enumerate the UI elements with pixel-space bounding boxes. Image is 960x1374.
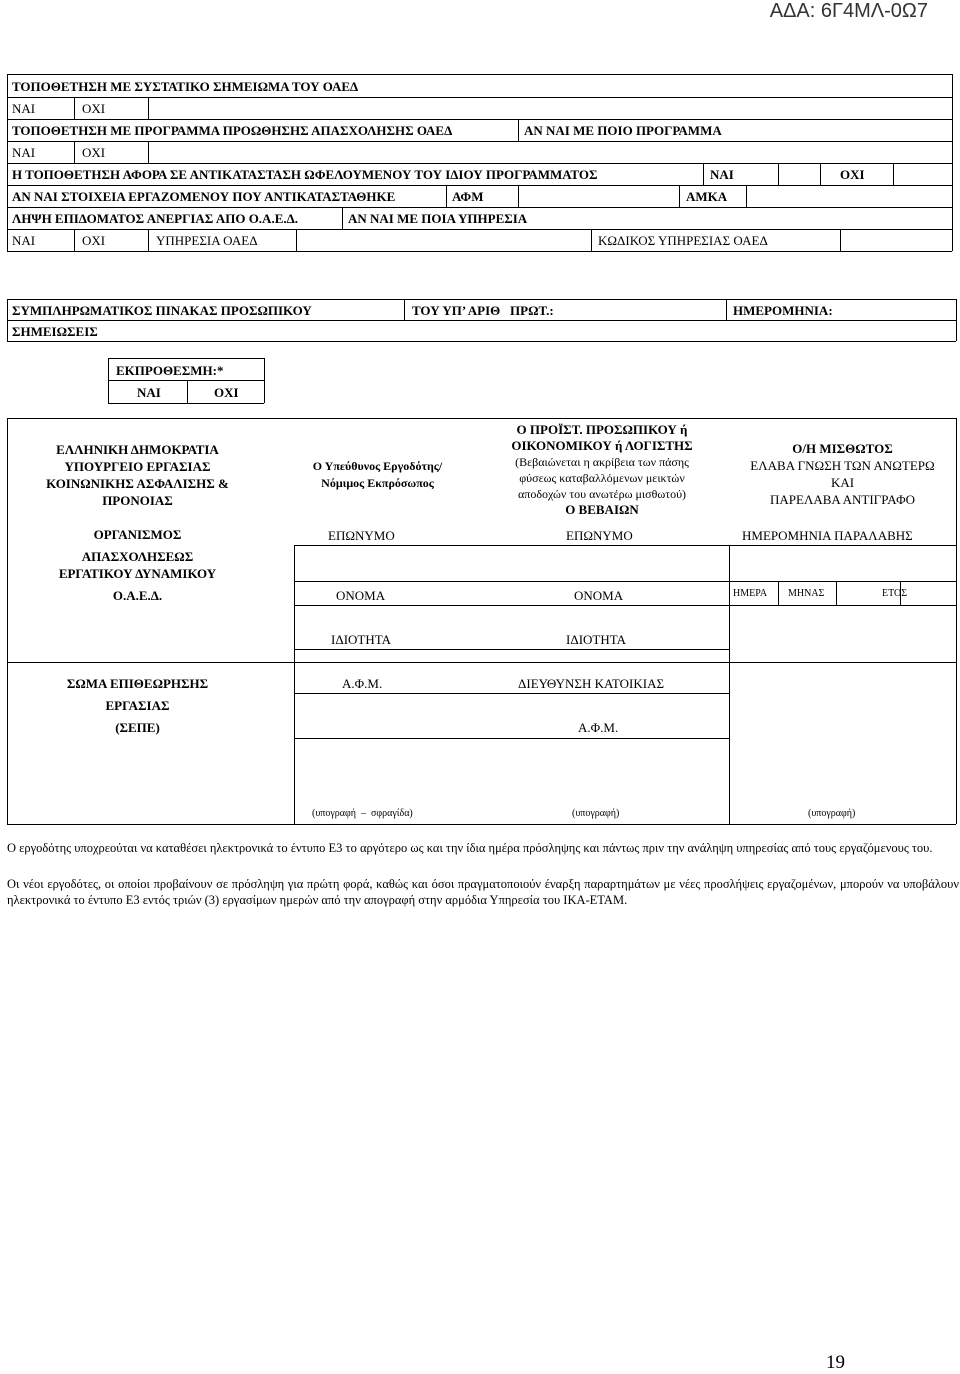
hr-name-label: ΟΝΟΜΑ [574, 588, 624, 603]
employee-signature: (υπογραφή) [808, 808, 856, 819]
hr-heading: Ο ΠΡΟΪΣΤ. ΠΡΟΣΩΠΙΚΟΥ ή ΟΙΚΟΝΟΜΙΚΟΥ ή ΛΟΓΙΣΤΗΣ (Βεβαιώνεται η ακρίβεια των πάσης φύσεως καταβαλλόμενων μεικτών αποδοχών του ανωτέρω μισθωτού) Ο ΒΕΒΑΙΩΝ [511, 422, 693, 517]
year-label: ΕΤΟΣ [882, 588, 908, 599]
deadline-yes-option[interactable]: ΝΑΙ [137, 385, 161, 400]
placement-recommendation-label: ΤΟΠΟΘΕΤΗΣΗ ΜΕ ΣΥΣΤΑΤΙΚΟ ΣΗΜΕΙΩΜΑ ΤΟΥ ΟΑΕΔ [12, 79, 359, 94]
hr-surname-label: ΕΠΩΝΥΜΟ [566, 528, 633, 543]
agency-heading: ΕΛΛΗΝΙΚΗ ΔΗΜΟΚΡΑΤΙΑ ΥΠΟΥΡΓΕΙΟ ΕΡΓΑΣΙΑΣ ΚΟΙΝΩΝΙΚΗΣ ΑΣΦΑΛΙΣΗΣ & ΠΡΟΝΟΙΑΣ [46, 442, 229, 508]
replaced-employee-label: ΑΝ ΝΑΙ ΣΤΟΙΧΕΙΑ ΕΡΓΑΖΟΜΕΝΟΥ ΠΟΥ ΑΝΤΙΚΑΤΑΣΤΑΘΗΚΕ [12, 189, 396, 204]
unemployment-benefit-label: ΛΗΨΗ ΕΠΙΔΟΜΑΤΟΣ ΑΝΕΡΓΙΑΣ ΑΠΟ Ο.Α.Ε.Δ. [12, 211, 299, 226]
yes-option[interactable]: ΝΑΙ [12, 233, 36, 248]
no-option[interactable]: ΟΧΙ [840, 167, 865, 182]
sepe-heading-3: (ΣΕΠΕ) [115, 720, 160, 735]
no-option[interactable]: ΟΧΙ [82, 233, 106, 248]
receipt-date-label: ΗΜΕΡΟΜΗΝΙΑ ΠΑΡΑΛΑΒΗΣ [742, 528, 913, 543]
ada-code: ΑΔΑ: 6Γ4ΜΛ-0Ω7 [769, 0, 928, 22]
date-label: ΗΜΕΡΟΜΗΝΙΑ: [733, 303, 833, 318]
org-heading-4: Ο.Α.Ε.Δ. [112, 588, 163, 603]
protocol-number-label: ΤΟΥ ΥΠ’ ΑΡΙΘ ΠΡΩΤ.: [412, 303, 554, 318]
sepe-heading-2: ΕΡΓΑΣΙΑΣ [105, 698, 170, 713]
amka-label: ΑΜΚΑ [686, 189, 728, 204]
yes-option[interactable]: ΝΑΙ [12, 145, 36, 160]
employer-surname-label: ΕΠΩΝΥΜΟ [328, 528, 395, 543]
promotion-program-label: ΤΟΠΟΘΕΤΗΣΗ ΜΕ ΠΡΟΓΡΑΜΜΑ ΠΡΟΩΘΗΣΗΣ ΑΠΑΣΧΟΛΗΣΗΣ ΟΑΕΔ [12, 123, 453, 138]
no-option[interactable]: ΟΧΙ [82, 145, 106, 160]
notes-label: ΣΗΜΕΙΩΣΕΙΣ [12, 324, 98, 339]
employer-name-label: ΟΝΟΜΑ [336, 588, 386, 603]
org-heading-2: ΑΠΑΣΧΟΛΗΣΕΩΣ [81, 549, 194, 564]
org-heading-3: ΕΡΓΑΤΙΚΟΥ ΔΥΝΑΜΙΚΟΥ [58, 566, 217, 581]
supplementary-title: ΣΥΜΠΛΗΡΩΜΑΤΙΚΟΣ ΠΙΝΑΚΑΣ ΠΡΟΣΩΠΙΚΟΥ [12, 303, 312, 318]
home-address-label: ΔΙΕΥΘΥΝΣΗ ΚΑΤΟΙΚΙΑΣ [518, 676, 665, 691]
oaed-service-code-label: ΚΩΔΙΚΟΣ ΥΠΗΡΕΣΙΑΣ ΟΑΕΔ [598, 233, 768, 248]
sepe-heading-1: ΣΩΜΑ ΕΠΙΘΕΩΡΗΣΗΣ [66, 676, 209, 691]
hr-afm-label: Α.Φ.Μ. [578, 720, 619, 735]
page-number: 19 [826, 1352, 845, 1373]
employer-heading: Ο Υπεύθυνος Εργοδότης/ Νόμιμος Εκπρόσωπος [312, 459, 443, 490]
oaed-service-label: ΥΠΗΡΕΣΙΑ ΟΑΕΔ [156, 233, 258, 248]
hr-signature: (υπογραφή) [572, 808, 620, 819]
employer-capacity-label: ΙΔΙΟΤΗΤΑ [331, 632, 392, 647]
which-program-label: ΑΝ ΝΑΙ ΜΕ ΠΟΙΟ ΠΡΟΓΡΑΜΜΑ [524, 123, 722, 138]
replacement-label: Η ΤΟΠΟΘΕΤΗΣΗ ΑΦΟΡΑ ΣΕ ΑΝΤΙΚΑΤΑΣΤΑΣΗ ΩΦΕΛΟΥΜΕΝΟΥ ΤΟΥ ΙΔΙΟΥ ΠΡΟΓΡΑΜΜΑΤΟΣ [12, 167, 598, 182]
hr-capacity-label: ΙΔΙΟΤΗΤΑ [566, 632, 627, 647]
org-heading-1: ΟΡΓΑΝΙΣΜΟΣ [93, 527, 182, 542]
footnote-1: Ο εργοδότης υποχρεούται να καταθέσει ηλεκτρονικά το έντυπο Ε3 το αργότερο ως και την ίδια ημέρα πρόσληψης και πάντως πριν την ανάληψη υπηρεσίας από τους εργαζόμενους του. [7, 841, 933, 855]
employer-afm-label: Α.Φ.Μ. [342, 676, 383, 691]
which-service-label: ΑΝ ΝΑΙ ΜΕ ΠΟΙΑ ΥΠΗΡΕΣΙΑ [348, 211, 528, 226]
month-label: ΜΗΝΑΣ [788, 588, 825, 599]
employee-heading: Ο/Η ΜΙΣΘΩΤΟΣ ΕΛΑΒΑ ΓΝΩΣΗ ΤΩΝ ΑΝΩΤΕΡΩ ΚΑΙ ΠΑΡΕΛΑΒΑ ΑΝΤΙΓΡΑΦΟ [750, 441, 935, 507]
day-label: ΗΜΕΡΑ [733, 588, 768, 599]
yes-option[interactable]: ΝΑΙ [710, 167, 734, 182]
employer-signature-stamp: (υπογραφή – σφραγίδα) [312, 808, 413, 819]
footnote-2: Οι νέοι εργοδότες, οι οποίοι προβαίνουν σε πρόσληψη για πρώτη φορά, καθώς και όσοι πραγματοποιούν έναρξη παραρτημάτων με νέες προσλήψεις εργαζομένων, μπορούν να υποβάλουν ηλεκτρονικά το έντυπο Ε3 εντός τριών (3) εργασίμων ημερών από την απογραφή στην αρμόδια Υπηρεσία του ΙΚΑ-ΕΤΑΜ. [7, 877, 959, 907]
deadline-label: ΕΚΠΡΟΘΕΣΜΗ:* [116, 363, 224, 378]
deadline-no-option[interactable]: ΟΧΙ [214, 385, 239, 400]
afm-label: ΑΦΜ [452, 189, 484, 204]
no-option[interactable]: ΟΧΙ [82, 101, 106, 116]
yes-option[interactable]: ΝΑΙ [12, 101, 36, 116]
